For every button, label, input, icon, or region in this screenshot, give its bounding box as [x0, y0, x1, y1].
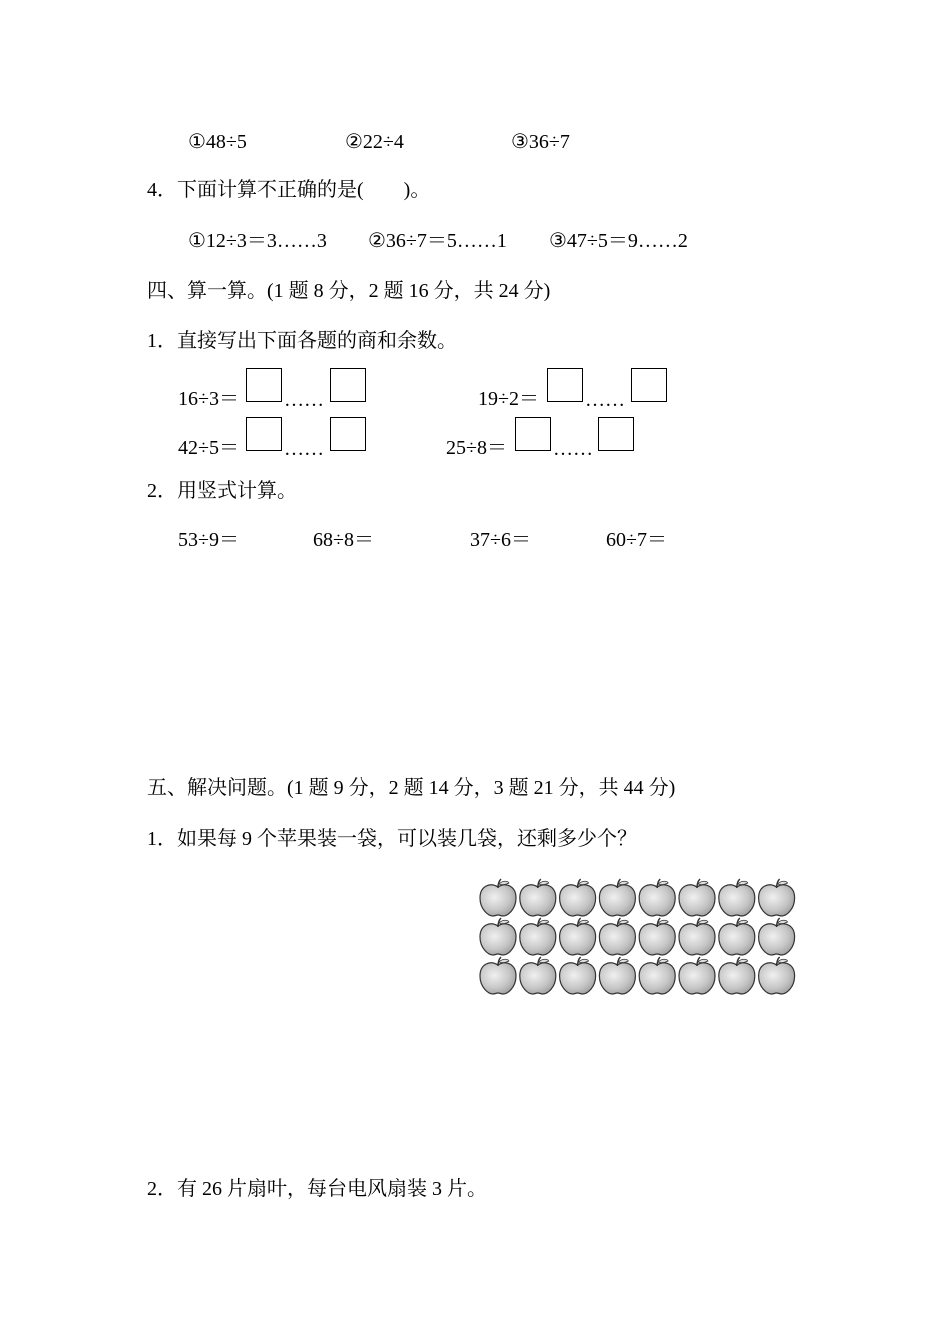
q4-option-3: ③47÷5＝9……2	[549, 230, 688, 252]
expr-25-div-8: 25÷8＝	[446, 437, 507, 459]
q4-option-2: ②36÷7＝5……1	[368, 230, 507, 252]
remainder-box[interactable]	[330, 368, 366, 402]
remainder-box[interactable]	[598, 417, 634, 451]
section4-q2-text: 2．用竖式计算。	[147, 480, 297, 502]
q3-option-3: ③36÷7	[511, 131, 570, 153]
apple-icon	[599, 918, 635, 955]
remainder-box[interactable]	[631, 368, 667, 402]
apple-icon	[520, 918, 556, 955]
q3-option-2: ②22÷4	[345, 131, 404, 153]
apple-icon	[480, 957, 516, 994]
remainder-dots: ……	[553, 438, 593, 460]
apple-icon	[560, 918, 596, 955]
apple-grid-image	[478, 878, 800, 998]
section5-q2-text: 2．有 26 片扇叶，每台电风扇装 3 片。	[147, 1178, 487, 1200]
apple-icon	[599, 957, 635, 994]
section4-title: 四、算一算。(1 题 8 分，2 题 16 分，共 24 分)	[147, 280, 551, 302]
apple-icon	[480, 918, 516, 955]
apple-icon	[560, 879, 596, 916]
apple-icon	[639, 918, 675, 955]
vertical-calc-2: 68÷8＝	[313, 529, 374, 551]
expr-19-div-2: 19÷2＝	[478, 388, 539, 410]
apple-icon	[759, 918, 795, 955]
q4-option-1: ①12÷3＝3……3	[188, 230, 327, 252]
apple-icon	[759, 957, 795, 994]
apple-icon	[679, 918, 715, 955]
apple-icon	[679, 879, 715, 916]
remainder-dots: ……	[284, 438, 324, 460]
apple-icon	[480, 879, 516, 916]
quotient-box[interactable]	[246, 368, 282, 402]
apple-icon	[639, 879, 675, 916]
q3-option-1: ①48÷5	[188, 131, 247, 153]
expr-16-div-3: 16÷3＝	[178, 388, 239, 410]
section5-q1-text: 1．如果每 9 个苹果装一袋，可以装几袋，还剩多少个？	[147, 828, 637, 850]
apple-icon	[759, 879, 795, 916]
q4-text: 4．下面计算不正确的是( )。	[147, 179, 431, 201]
apple-icon	[719, 957, 755, 994]
apple-icon	[560, 957, 596, 994]
quotient-box[interactable]	[515, 417, 551, 451]
section4-q1-text: 1．直接写出下面各题的商和余数。	[147, 330, 457, 352]
section5-title: 五、解决问题。(1 题 9 分，2 题 14 分，3 题 21 分，共 44 分)	[147, 777, 676, 799]
apple-icon	[520, 879, 556, 916]
expr-42-div-5: 42÷5＝	[178, 437, 239, 459]
apple-icon	[679, 957, 715, 994]
apple-icon	[639, 957, 675, 994]
quotient-box[interactable]	[246, 417, 282, 451]
vertical-calc-1: 53÷9＝	[178, 529, 239, 551]
vertical-calc-3: 37÷6＝	[470, 529, 531, 551]
remainder-dots: ……	[284, 389, 324, 411]
apple-icon	[599, 879, 635, 916]
vertical-calc-4: 60÷7＝	[606, 529, 667, 551]
remainder-dots: ……	[585, 389, 625, 411]
remainder-box[interactable]	[330, 417, 366, 451]
quotient-box[interactable]	[547, 368, 583, 402]
apple-icon	[719, 918, 755, 955]
apple-icon	[520, 957, 556, 994]
apple-icon	[719, 879, 755, 916]
